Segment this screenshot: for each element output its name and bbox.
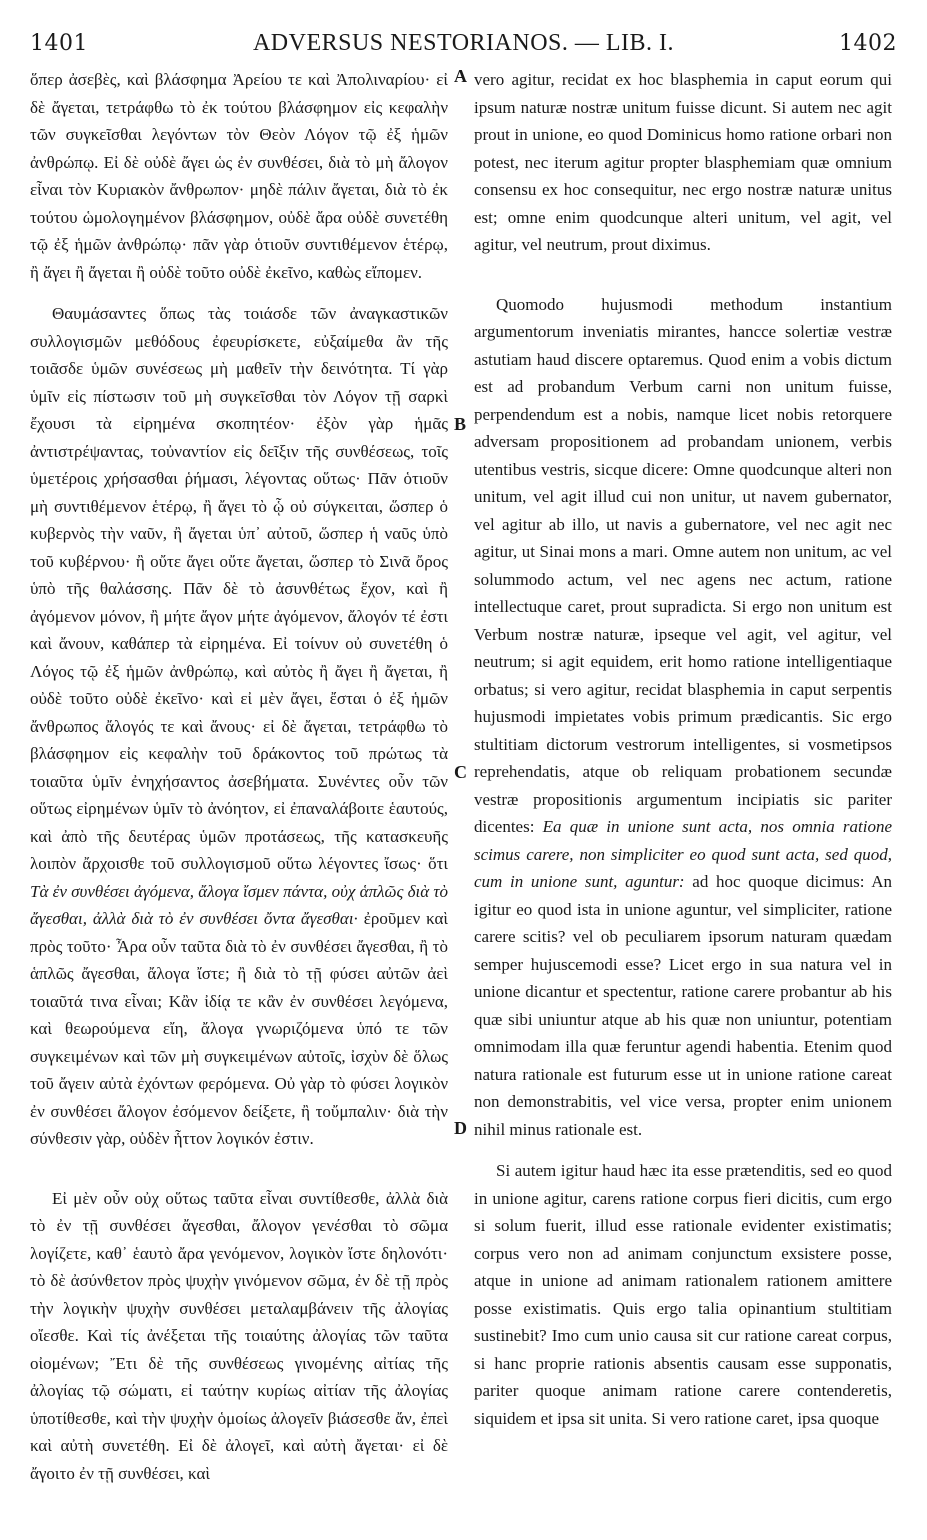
latin-paragraph: Si autem igitur haud hæc ita esse prætenditis, sed eo quod in unione agitur, carens ratione corpus fieri dicitis, cum ergo si solum fuerit, illud esse rationale evidenter existimatis; corpus vero non ad animam conjunctum exsistere posse, atque in unione ad animam rationalem rationem amittere posse existimatis. Quis ergo talia opinantium stultitiam sustinebit? Imo cum unio causa sit cur ratione careat corpus, si hanc proprie rationis absentis causam esse supponatis, pariter quoque animam ratione carere contenderetis, siquidem et ipsa sit unita. Si vero ratione caret, ipsa quoque	[474, 1161, 892, 1428]
margin-marker-b: B	[454, 414, 467, 434]
margin-marker-d: D	[454, 1118, 467, 1138]
greek-text: ἐροῦμεν καὶ πρὸς τοῦτο· Ἆρα οὖν ταῦτα διὰ τὸ ἐν συνθέσει ἄγεσθαι, ἢ τὸ ἁπλῶς ἄγεσθαι, ἄλογα ἴστε; ἢ διὰ τὸ τῇ φύσει αὐτῶν ἀεὶ τοιαῦτά τινα εἶναι; Κἂν ἰδίᾳ τε κἂν ἐν συνθέσει λεγόμενα, καὶ θεωρούμενα εἴη, ἄλογα γνωριζόμενα ὑπό τε τῶν συγκειμένων καὶ τῶν μὴ συγκειμένων αὐτοῖς, ἰσχὺν δὲ ὅλως τοῦ ἄγειν αὐτὰ ἐχόντων φερόμενα. Οὐ γὰρ τὸ φύσει λογικὸν ἐν συνθέσει ἄλογον ἐσόμενον δείξετε, ἢ τοὔμπαλιν· διὰ τὴν σύνθεσιν γὰρ, οὐδὲν ἧττον λογικόν ἐστιν.	[30, 909, 448, 1148]
greek-quoted-proposition: Τὰ ἐν συνθέσει ἀγόμενα, ἄλογα ἴσμεν πάντα, οὐχ ἁπλῶς διὰ τὸ ἄγεσθαι, ἀλλὰ διὰ τὸ ἐν συνθέσει ὄντα ἄγεσθαι·	[30, 881, 448, 928]
greek-text: Θαυμάσαντες ὅπως τὰς τοιάσδε τῶν ἀναγκαστικῶν συλλογισμῶν μεθόδους ἐφευρίσκετε, εὐξαίμεθα ἂν τῆς τοιᾶσδε ὑμῶν συνέσεως μὴ μαθεῖν τὴν δεινότητα. Τί γὰρ ὑμῖν εἰς πίστωσιν τοῦ μὴ συγκεῖσθαι τὸν Λόγον τῇ σαρκὶ ἔχουσι τὰ εἰρημένα σκοπητέον· ἐξὸν γὰρ ἡμᾶς ἀντιστρέψαντας, τοὐναντίον εἰς δεῖξιν τῆς συνθέσεως, τοῖς ὑμετέροις χρήσασθαι ῥήμασι, λέγοντας οὕτως· Πᾶν ὁτιοῦν μὴ συντιθέμενον ἑτέρῳ, ἢ ἄγει τὸ ᾧ οὐ σύγκειται, ὥσπερ ὁ κυβερνὸς τὴν ναῦν, ἢ ἄγεται ὑπ᾽ αὐτοῦ, ὥσπερ ἡ ναῦς ὑπὸ τοῦ κυβέρνου· ἢ οὔτε ἄγει οὔτε ἄγεται, ὥσπερ τὸ Σινᾶ ὄρος ὑπὸ τῆς θαλάσσης. Πᾶν δὲ τὸ ἀσυνθέτως ἔχον, καὶ ἢ ἀγόμενον μόνον, ἢ μήτε ἄγον μήτε ἀγόμενον, ἄλογόν τέ ἐστι καὶ ἄνουν, καθάπερ τὰ εἰρημένα. Εἰ τοίνυν οὐ συνετέθη ὁ Λόγος τῷ ἐξ ἡμῶν ἀνθρώπῳ, καὶ αὐτὸς ἢ ἄγει ἢ ἄγεται, ἢ οὐδὲ τοῦτο οὐδὲ ἐκεῖνο· καὶ εἰ μὲν ἄγει, ἔσται ὁ ἐξ ἡμῶν ἄνθρωπος ἄλογός τε καὶ ἄνους· εἰ δὲ ἄγεται, τετράφθω τὸ βλάσφημον εἰς κεφαλὴν τοῦ δράκοντος τοῦ πρώτως τὰ τοιαῦτα ὑμῖν ἐνηχήσαντος ἀσεβήματα. Συνέντες οὖν τῶν οὕτως εἰρημένων ὑμῖν τὸ ἀνόητον, εἰ ἐπαναλάβοιτε ἑαυτούς, καὶ ἀπὸ τῆς δευτέρας ὑμῶν προτάσεως, τῆς κατασκευῆς λοιπὸν ἄρχοισθε τοῦ συλλογισμοῦ οὕτω λέγοντες ἴσως· ὅτι	[30, 304, 448, 873]
margin-marker-a: A	[454, 66, 467, 86]
greek-paragraph: ὅπερ ἀσεβὲς, καὶ βλάσφημα Ἀρείου τε καὶ Ἀπολιναρίου· εἰ δὲ ἄγεται, τετράφθω τὸ ἐκ τούτου βλάσφημον εἰς κεφαλὴν τῶν συγκεῖσθαι λεγόντων τὸν Θεὸν Λόγον τῷ ἐξ ἡμῶν ἀνθρώπῳ. Εἰ δὲ οὐδὲ ἄγει ὡς ἐν συνθέσει, διὰ τὸ μὴ ἄλογον εἶναι τὸν Κυριακὸν ἄνθρωπον· μηδὲ πάλιν ἄγεται, διὰ τὸ ἐκ τούτου ὡμολογημένον βλάσφημον, οὐδὲ ἄρα οὐδὲ συνετέθη τῷ ἐξ ἡμῶν ἀνθρώπῳ· πᾶν γὰρ ὁτιοῦν συντιθέμενον ἑτέρῳ, ἢ ἄγει ἢ ἄγεται ἢ οὐδὲ τοῦτο οὐδὲ ἐκεῖνο, καθὼς εἴπομεν.	[30, 70, 448, 282]
margin-marker-c: C	[454, 762, 467, 782]
latin-column	[474, 66, 892, 1432]
right-page-number: 1402	[839, 31, 897, 56]
latin-text: Quomodo hujusmodi methodum instantium argumentorum inveniatis mirantes, hancce solertiæ vestræ astutiam haud discere optaremus. Quod enim a vobis dictum est ad probandum Verbum carni non unitum fuisse, perpendendum est a nobis, namque licet nobis retorquere adversam propositionem ad probandam unionem, verbis utentibus vestris, sicque dicere: Omne quodcunque alteri non unitum, vel agit illud cui non unitur, ut navem gubernator, vel agitur ab illo, ut navis a gubernatore, vel nec agit nec agitur, ut Sinai mons a mari. Omne autem non unitum, ac vel solummodo actum, vel nec agens nec actum, ratione intellectuque caret, prout supradicta. Si ergo non unitum est Verbum nostræ naturæ, ipseque vel agit, vel agitur, vel neutrum; si agit equidem, erit homo ratione intelligentiaque orbatus; si vero agitur, recidat blasphemia in caput serpentis hujusmodi impietates vobis primum prædicantis. Sic ergo stultitiam dictorum vestrorum intelligentes, si vosmetipsos reprehendatis, atque ob reliquam probationem secundæ vestræ propositionis argumentum incipiatis sic pariter dicentes:	[474, 294, 892, 836]
greek-paragraph: Εἰ μὲν οὖν οὐχ οὕτως ταῦτα εἶναι συντίθεσθε, ἀλλὰ διὰ τὸ ἐν τῇ συνθέσει ἄγεσθαι, ἄλογον γενέσθαι τὸ σῶμα λογίζετε, καθ᾽ ἑαυτὸ ἄρα γενόμενον, λογικὸν ἴστε δηλονότι· τὸ δὲ ἀσύνθετον πρὸς ψυχὴν γινόμενον σῶμα, ἐν δὲ τῇ πρὸς τὴν λογικὴν ψυχὴν συνθέσει μεταλαμβάνειν τῆς ἀλογίας οἴεσθε. Καὶ τίς ἀνέξεται τῆς τοιαύτης ἀλογίας τῶν ταῦτα οἰομένων; Ἔτι δὲ τῆς συνθέσεως γινομένης αἰτίας τῆς ἀλογίας τῷ σώματι, εἰ ταύτην κυρίως αἰτίαν τῆς ἀλογίας ὑποτίθεσθε, καὶ τὴν ψυχὴν ὁμοίως ἀλογεῖν βιάσεσθε ἄν, ἐπεὶ καὶ αὐτὴ συνετέθη. Εἰ δὲ ἀλογεῖ, καὶ αὐτὴ ἄγεται· εἰ δὲ ἄγοιτο ἐν τῇ συνθέσει, καὶ	[30, 1188, 448, 1483]
greek-paragraph	[30, 300, 448, 1153]
running-title: ADVERSUS NESTORIANOS. — LIB. I.	[252, 30, 675, 56]
latin-quoted-proposition: Ea quæ in unione sunt acta, nos omnia ratione scimus carere, non simpliciter eo quod sunt acta, sed quod, cum in unione sunt, aguntur:	[474, 817, 893, 891]
latin-paragraph	[474, 291, 892, 1144]
left-page-number: 1401	[30, 31, 88, 56]
page-header	[30, 30, 897, 60]
greek-column	[30, 66, 448, 1487]
latin-text: ad hoc quoque dicimus: An igitur eo quod ista in unione aguntur, vel simpliciter, ratione carere scitis? vel ob peculiarem ipsorum naturam quædam semper hujuscemodi esse? Licet ergo in sua natura vel in unione dicantur et spectentur, ratione carere probantur ab his quæ sibi uniuntur atque ab his quæ non uniuntur, potentiam omnimodam illa quæ feruntur agendi habentia. Etenim quod natura rationale est futurum esse ut in unione ratione careat non demonstrabitis, vel vice versa, propter enim unionem nihil minus rationale est.	[474, 872, 893, 1139]
latin-paragraph: vero agitur, recidat ex hoc blasphemia in caput eorum qui ipsum naturæ nostræ unitum fuisse dicunt. Si autem nec agit prout in unione, eo quod Dominicus homo ratione orbari non potest, nec iterum agitur propter blasphemiam quæ omnium consensu ex hoc consequitur, nec ergo nostræ naturæ unitus est; omne enim quodcunque alteri unitum, vel agit, vel agitur, vel neutrum, prout diximus.	[474, 70, 892, 254]
